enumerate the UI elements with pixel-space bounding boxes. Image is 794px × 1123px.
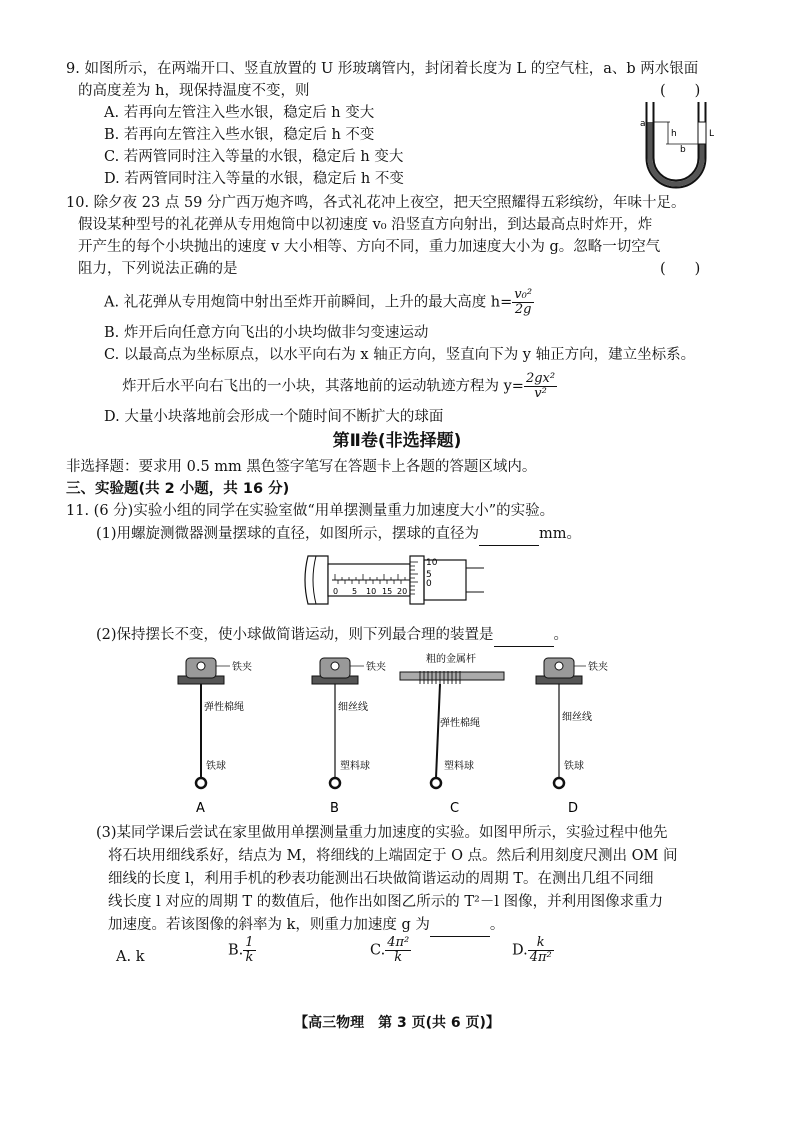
q9-option-c: C. 若两管同时注入等量的水银，稳定后 h 变大 bbox=[104, 149, 404, 165]
q10-option-a-text: A. 礼花弹从专用炮筒中射出至炸开前瞬间，上升的最大高度 h= bbox=[104, 294, 513, 311]
device-a-ball-label: 铁球 bbox=[206, 761, 226, 772]
q11-part3-line1: (3)某同学课后尝试在家里做用单摆测量重力加速度的实验。如图甲所示，实验过程中他先 bbox=[96, 825, 668, 841]
q9-option-b: B. 若再向左管注入些水银，稳定后 h 不变 bbox=[104, 127, 375, 143]
device-b-letter: B bbox=[330, 801, 339, 816]
device-c bbox=[396, 652, 516, 820]
q11-part3-end: 。 bbox=[489, 917, 505, 933]
device-a-letter: A bbox=[196, 801, 205, 816]
q11-option-a: A. k bbox=[116, 949, 145, 965]
q9-option-d: D. 若两管同时注入等量的水银，稳定后 h 不变 bbox=[104, 171, 404, 187]
q11-part3-line4: 线长度 l 对应的周期 T 的数值后，他作出如图乙所示的 T²－l 图像，并利用图像求重力 bbox=[108, 894, 664, 910]
q11-option-b bbox=[228, 936, 256, 965]
device-a bbox=[164, 652, 274, 820]
main-tick-20: 20 bbox=[397, 587, 408, 596]
device-c-letter: C bbox=[450, 801, 460, 816]
thimble-tick-0: 0 bbox=[426, 579, 432, 589]
q11-part2 bbox=[96, 624, 568, 647]
device-d-string-label: 细丝线 bbox=[562, 712, 592, 723]
device-a-string-label: 弹性棉绳 bbox=[204, 702, 244, 713]
fraction-denominator: 4π² bbox=[529, 950, 552, 965]
device-c-ball-label: 塑料球 bbox=[444, 761, 474, 772]
q10-stem-line4: 阻力，下列说法正确的是 bbox=[78, 261, 238, 277]
option-label: D. bbox=[512, 942, 528, 959]
fraction-denominator: 2g bbox=[514, 302, 532, 317]
fig-label-b: b bbox=[680, 145, 686, 155]
q10-answer-paren: ( ) bbox=[660, 261, 701, 277]
page-footer: 【高三物理 第 3 页(共 6 页)】 bbox=[294, 1015, 500, 1031]
q11-part3-line3: 细线的长度 l，利用手机的秒表功能测出石块做简谐运动的周期 T。在测出几组不同细 bbox=[108, 871, 654, 887]
q11-option-c-fraction bbox=[385, 936, 411, 965]
q11-part3-line5-text: 加速度。若该图像的斜率为 k，则重力加速度 g 为 bbox=[108, 917, 430, 933]
q10-option-c-line1: C. 以最高点为坐标原点，以水平向右为 x 轴正方向，竖直向下为 y 轴正方向，建立坐标系。 bbox=[104, 347, 696, 363]
fraction-numerator: k bbox=[528, 936, 554, 951]
answer-blank bbox=[494, 624, 554, 647]
q11-intro: 11. (6 分)实验小组的同学在实验室做“用单摆测量重力加速度大小”的实验。 bbox=[66, 503, 555, 519]
q11-part2-end: 。 bbox=[553, 627, 569, 643]
micrometer-figure bbox=[302, 548, 492, 612]
q10-option-a-fraction bbox=[512, 288, 534, 317]
q9-stem-line1: 9. 如图所示，在两端开口、竖直放置的 U 形玻璃管内，封闭着长度为 L 的空气柱，a、b 两水银面 bbox=[66, 61, 699, 77]
device-d-top-label: 铁夹 bbox=[588, 662, 608, 673]
q11-part1-text: (1)用螺旋测微器测量摆球的直径，如图所示，摆球的直径为 bbox=[96, 526, 480, 542]
q10-option-c-line2 bbox=[122, 372, 557, 401]
q11-option-d-fraction bbox=[528, 936, 554, 965]
device-b bbox=[298, 652, 408, 820]
device-b-ball-label: 塑料球 bbox=[340, 761, 370, 772]
fraction-numerator: 2gx² bbox=[525, 371, 556, 386]
fraction-denominator: v² bbox=[534, 386, 547, 401]
q9-stem-line2: 的高度差为 h，现保持温度不变，则 bbox=[78, 83, 310, 99]
q10-stem-line1: 10. 除夕夜 23 点 59 分广西万炮齐鸣，各式礼花冲上夜空，把天空照耀得五彩缤纷，年味十足。 bbox=[66, 195, 686, 211]
device-b-top-label: 铁夹 bbox=[366, 662, 386, 673]
option-label: B. bbox=[228, 942, 244, 959]
device-a-top-label: 铁夹 bbox=[232, 662, 252, 673]
q10-option-c-fraction bbox=[524, 372, 557, 401]
device-d-ball-label: 铁球 bbox=[564, 761, 584, 772]
q9-option-a: A. 若再向左管注入些水银，稳定后 h 变大 bbox=[104, 105, 375, 121]
section-title: 第Ⅱ卷(非选择题) bbox=[332, 431, 462, 451]
fig-label-L: L bbox=[709, 129, 715, 139]
main-tick-15: 15 bbox=[382, 587, 393, 596]
fraction-denominator: k bbox=[394, 950, 403, 965]
main-tick-10: 10 bbox=[366, 587, 377, 596]
option-label: C. bbox=[370, 942, 386, 959]
q11-part2-text: (2)保持摆长不变，使小球做简谐运动，则下列最合理的装置是 bbox=[96, 627, 494, 643]
main-tick-5: 5 bbox=[352, 587, 358, 596]
thimble-tick-5: 5 bbox=[426, 570, 432, 580]
fig-label-a: a bbox=[640, 119, 646, 129]
q11-option-b-fraction bbox=[243, 936, 255, 965]
q10-option-b: B. 炸开后向任意方向飞出的小块均做非匀变速运动 bbox=[104, 325, 429, 341]
fraction-numerator: 1 bbox=[245, 935, 254, 950]
q11-part1 bbox=[96, 523, 581, 546]
q10-option-a bbox=[104, 288, 534, 317]
q10-stem-line2: 假设某种型号的礼花弹从专用炮筒中以初速度 v₀ 沿竖直方向射出，到达最高点时炸开，炸 bbox=[78, 217, 653, 233]
q11-part1-unit: mm。 bbox=[539, 526, 582, 542]
device-b-string-label: 细丝线 bbox=[338, 702, 368, 713]
q11-part3-line2: 将石块用细线系好，结点为 M，将细线的上端固定于 O 点。然后利用刻度尺测出 OM 间 bbox=[108, 848, 678, 864]
fraction-numerator: 4π² bbox=[387, 935, 410, 950]
q10-option-d: D. 大量小块落地前会形成一个随时间不断扩大的球面 bbox=[104, 409, 444, 425]
q11-option-c bbox=[370, 936, 411, 965]
answer-blank bbox=[479, 523, 539, 546]
q10-stem-line3: 开产生的每个小块抛出的速度 v 大小相等、方向不同，重力加速度大小为 g。忽略一切空气 bbox=[78, 239, 661, 255]
q9-answer-paren: ( ) bbox=[660, 83, 701, 99]
q11-option-d bbox=[512, 936, 554, 965]
section-note: 非选择题：要求用 0.5 mm 黑色签字笔写在答题卡上各题的答题区域内。 bbox=[66, 459, 537, 475]
fraction-denominator: k bbox=[245, 950, 254, 965]
device-d-letter: D bbox=[568, 801, 579, 816]
main-tick-0: 0 bbox=[333, 587, 339, 596]
q11-part3-line5 bbox=[108, 914, 504, 937]
fig-label-h: h bbox=[671, 129, 677, 139]
thimble-tick-10: 10 bbox=[426, 558, 438, 568]
fraction-numerator: v₀² bbox=[514, 287, 533, 302]
answer-blank bbox=[430, 914, 490, 937]
device-d bbox=[532, 652, 642, 820]
q10-option-c-text: 炸开后水平向右飞出的一小块，其落地前的运动轨迹方程为 y= bbox=[122, 378, 524, 395]
part-heading: 三、实验题(共 2 小题，共 16 分) bbox=[66, 481, 290, 497]
device-c-string-label: 弹性棉绳 bbox=[440, 718, 480, 729]
u-tube-figure bbox=[640, 100, 720, 192]
device-c-top-label: 粗的金属杆 bbox=[426, 654, 476, 665]
